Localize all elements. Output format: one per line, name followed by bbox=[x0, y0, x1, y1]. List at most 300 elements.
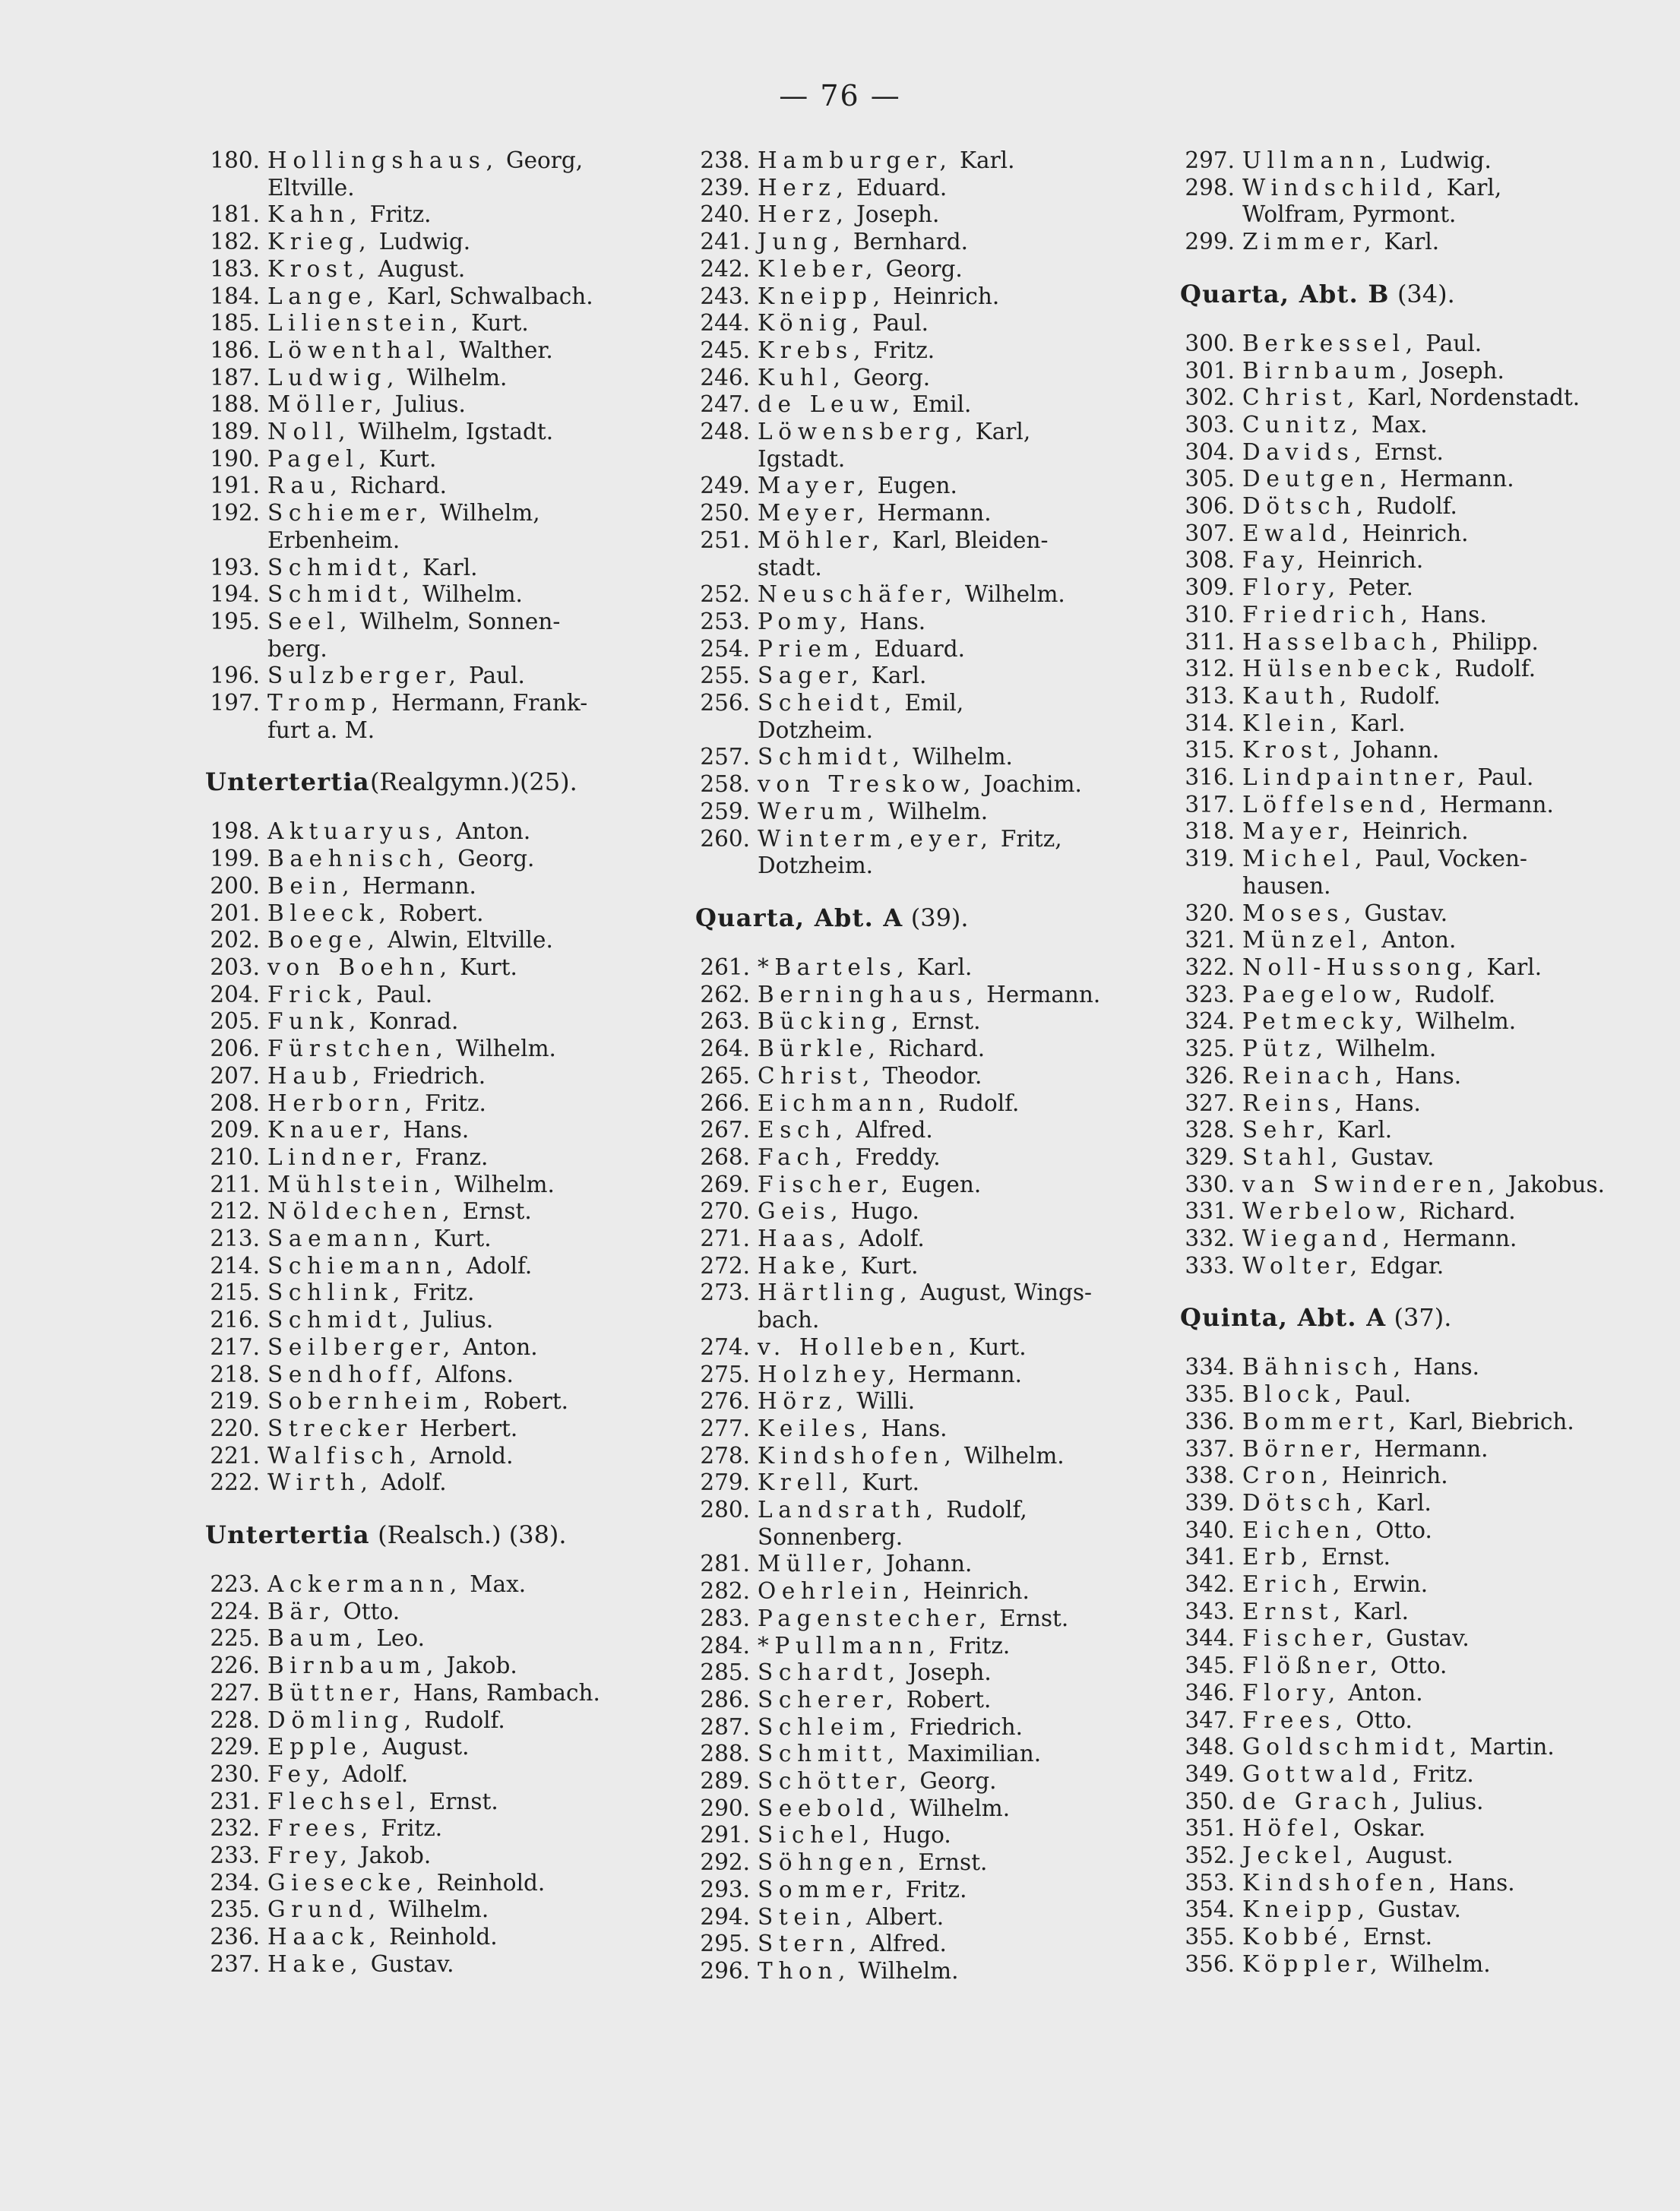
section-heading bbox=[695, 903, 1121, 933]
entry-number: 232. bbox=[210, 1815, 260, 1842]
entry-number: 347. bbox=[1185, 1706, 1235, 1733]
entry-line bbox=[205, 1090, 634, 1118]
entry-line bbox=[1180, 520, 1613, 548]
entry-name bbox=[758, 826, 1121, 853]
entry-name bbox=[1242, 1226, 1613, 1253]
list-entry bbox=[205, 1951, 634, 1979]
entry-line bbox=[1180, 602, 1613, 629]
entry-surname: Block, bbox=[1242, 1381, 1348, 1408]
entry-line bbox=[1180, 846, 1613, 873]
entry-name bbox=[267, 581, 634, 609]
entry-number: 298. bbox=[1185, 174, 1235, 201]
entry-surname: Goldschmidt, bbox=[1242, 1734, 1463, 1760]
entry-surname: Hasselbach, bbox=[1242, 628, 1445, 655]
entry-surname: Sichel, bbox=[758, 1822, 876, 1849]
entry-name bbox=[1242, 493, 1613, 520]
entry-number: 335. bbox=[1185, 1381, 1235, 1408]
entry-name bbox=[1242, 683, 1613, 710]
entry-line bbox=[695, 1415, 1121, 1443]
entry-name bbox=[758, 527, 1121, 555]
list-entry bbox=[1180, 1924, 1613, 1951]
entry-line bbox=[205, 581, 634, 609]
entry-name bbox=[267, 1924, 634, 1951]
entry-number: 207. bbox=[210, 1062, 260, 1089]
entry-details: Wilhelm. bbox=[902, 1795, 1011, 1821]
entry-details: Hans. bbox=[1441, 1869, 1515, 1896]
entry-details: Fritz, bbox=[993, 825, 1062, 852]
entry-number: 268. bbox=[700, 1143, 750, 1170]
entry-number: 336. bbox=[1185, 1408, 1235, 1434]
list-entry bbox=[1180, 1870, 1613, 1897]
entry-surname: Haas, bbox=[758, 1226, 852, 1252]
entry-details: Hans. bbox=[1413, 601, 1487, 628]
entry-surname: Landsrath, bbox=[758, 1497, 939, 1523]
entry-continuation: bach. bbox=[758, 1307, 820, 1333]
list-entry bbox=[205, 1625, 634, 1653]
entry-number: 273. bbox=[700, 1279, 750, 1306]
entry-number: 285. bbox=[700, 1659, 750, 1686]
list-entry bbox=[1180, 1842, 1613, 1870]
entry-line bbox=[205, 1036, 634, 1063]
entry-surname: v. Holleben, bbox=[758, 1333, 962, 1360]
entry-details: Kurt. bbox=[464, 310, 529, 337]
entry-name bbox=[758, 1822, 1121, 1849]
list-entry bbox=[1180, 1571, 1613, 1599]
list-entry bbox=[1180, 1063, 1613, 1090]
entry-line bbox=[205, 818, 634, 846]
entry-number: 244. bbox=[700, 310, 750, 337]
entry-surname: Sendhoff, bbox=[267, 1361, 429, 1387]
entry-line bbox=[205, 201, 634, 229]
entry-name bbox=[267, 1870, 634, 1897]
entry-line bbox=[205, 1226, 634, 1253]
entry-surname: Meyer, bbox=[758, 500, 871, 527]
entry-details: August. bbox=[371, 255, 466, 282]
entry-name bbox=[758, 609, 1121, 636]
entry-name bbox=[267, 365, 634, 392]
list-entry bbox=[695, 690, 1121, 744]
entry-number: 220. bbox=[210, 1415, 260, 1441]
entry-name bbox=[267, 1090, 634, 1118]
entry-name bbox=[1242, 1789, 1613, 1816]
entry-surname: Knauer, bbox=[267, 1117, 397, 1143]
entry-name bbox=[1242, 1409, 1613, 1436]
entry-line bbox=[1180, 1815, 1613, 1842]
entry-surname: Wiegand, bbox=[1242, 1226, 1396, 1252]
entry-details: Theodor. bbox=[875, 1062, 982, 1089]
entry-number: 354. bbox=[1185, 1896, 1235, 1923]
entry-line bbox=[695, 1497, 1121, 1524]
entry-number: 337. bbox=[1185, 1435, 1235, 1462]
entry-details: Rudolf. bbox=[416, 1706, 505, 1733]
entry-details: Georg. bbox=[450, 846, 535, 872]
entry-line bbox=[205, 1815, 634, 1842]
list-entry bbox=[1180, 1517, 1613, 1545]
list-entry bbox=[205, 1090, 634, 1118]
entry-surname: Mayer, bbox=[758, 473, 871, 499]
entry-name bbox=[1242, 1436, 1613, 1463]
entry-details: Joseph. bbox=[1414, 357, 1504, 384]
entry-surname: Sulzberger, bbox=[267, 663, 462, 689]
entry-details: Wilhelm. bbox=[381, 1896, 489, 1923]
entry-surname: Davids, bbox=[1242, 438, 1368, 465]
entry-line bbox=[1180, 1653, 1613, 1680]
list-entry bbox=[695, 1415, 1121, 1443]
list-entry bbox=[695, 1551, 1121, 1578]
list-entry bbox=[695, 473, 1121, 500]
list-entry bbox=[205, 500, 634, 554]
entry-surname: Krell, bbox=[758, 1469, 855, 1496]
entry-name bbox=[1242, 1896, 1613, 1924]
entry-surname: Hülsenbeck, bbox=[1242, 656, 1448, 682]
entry-details: Reinhold. bbox=[429, 1869, 546, 1896]
entry-surname: Seel, bbox=[267, 608, 353, 634]
entry-name bbox=[1242, 466, 1613, 493]
entry-name bbox=[758, 1415, 1121, 1443]
entry-details: Karl, Bleiden- bbox=[884, 527, 1049, 553]
list-entry bbox=[1180, 1036, 1613, 1063]
entry-line bbox=[695, 954, 1121, 982]
entry-details: Karl, Nordenstadt. bbox=[1360, 384, 1580, 411]
entry-details: Hermann. bbox=[355, 872, 476, 899]
entry-name bbox=[267, 1415, 634, 1443]
entry-name bbox=[267, 1469, 634, 1497]
entry-line bbox=[205, 229, 634, 256]
entry-details: Fritz. bbox=[406, 1279, 475, 1306]
entry-name bbox=[758, 1551, 1121, 1578]
list-entry bbox=[695, 1172, 1121, 1199]
entry-surname: Stahl, bbox=[1242, 1143, 1344, 1170]
entry-name bbox=[267, 1063, 634, 1090]
entry-name bbox=[267, 391, 634, 419]
list-entry bbox=[205, 1842, 634, 1870]
list-entry bbox=[1180, 1680, 1613, 1707]
list-entry bbox=[695, 1877, 1121, 1904]
entry-surname: Sommer, bbox=[758, 1876, 899, 1903]
entry-name bbox=[1242, 737, 1613, 764]
list-entry bbox=[205, 900, 634, 928]
entry-line bbox=[205, 1172, 634, 1199]
list-entry bbox=[695, 1469, 1121, 1497]
entry-details: Ludwig. bbox=[1393, 147, 1492, 173]
entry-surname: Noll, bbox=[267, 419, 352, 445]
list-entry bbox=[695, 1849, 1121, 1877]
entry-surname: Gottwald, bbox=[1242, 1760, 1406, 1787]
entry-number: 346. bbox=[1185, 1679, 1235, 1706]
entry-line bbox=[695, 1633, 1121, 1660]
entry-surname: Keiles, bbox=[758, 1415, 875, 1441]
entry-name bbox=[267, 1896, 634, 1924]
entry-surname: Sobernheim, bbox=[267, 1388, 477, 1415]
entry-surname: Münzel, bbox=[1242, 927, 1375, 954]
list-entry bbox=[205, 873, 634, 900]
entry-number: 324. bbox=[1185, 1008, 1235, 1035]
list-entry bbox=[1180, 1090, 1613, 1118]
entry-details: Alfons. bbox=[428, 1361, 514, 1387]
entry-surname: Köppler, bbox=[1242, 1950, 1384, 1977]
list-entry bbox=[695, 365, 1121, 392]
entry-name bbox=[758, 1443, 1121, 1470]
entry-name bbox=[758, 283, 1121, 311]
list-entry bbox=[695, 826, 1121, 880]
entry-line bbox=[695, 1795, 1121, 1823]
entry-name bbox=[1242, 1253, 1613, 1280]
entry-details: Gustav. bbox=[1343, 1143, 1435, 1170]
entry-details: Hans. bbox=[852, 608, 926, 634]
entry-line bbox=[1180, 927, 1613, 954]
entry-number: 340. bbox=[1185, 1517, 1235, 1543]
entry-details: Karl. bbox=[1330, 1117, 1393, 1143]
entry-surname: Bücking, bbox=[758, 1008, 905, 1035]
entry-details: Kurt. bbox=[372, 445, 437, 472]
entry-details: Wilhelm. bbox=[957, 1442, 1065, 1469]
entry-surname: Sager, bbox=[758, 663, 865, 689]
entry-surname: Stein, bbox=[758, 1903, 859, 1930]
list-entry bbox=[1180, 574, 1613, 602]
entry-surname: Epple, bbox=[267, 1734, 375, 1760]
entry-details: Joachim. bbox=[976, 771, 1082, 798]
entry-line bbox=[1180, 1951, 1613, 1979]
entry-details: Bernhard. bbox=[846, 229, 969, 255]
list-entry bbox=[695, 256, 1121, 283]
entry-number: 283. bbox=[700, 1605, 750, 1631]
entry-name bbox=[1242, 1680, 1613, 1707]
entry-surname: Fischer, bbox=[758, 1171, 894, 1197]
entry-number: 260. bbox=[700, 825, 750, 852]
entry-surname: Kindshofen, bbox=[758, 1442, 957, 1469]
entry-number: 201. bbox=[210, 900, 260, 926]
entry-name bbox=[1242, 175, 1613, 202]
entry-surname: von Treskow, bbox=[758, 771, 976, 798]
list-entry bbox=[695, 1362, 1121, 1389]
entry-name bbox=[758, 1795, 1121, 1823]
entry-number: 212. bbox=[210, 1198, 260, 1225]
entry-number: 284. bbox=[700, 1632, 750, 1659]
entry-surname: Krost, bbox=[267, 255, 372, 282]
entry-surname: Werum, bbox=[758, 798, 881, 824]
list-entry bbox=[1180, 1008, 1613, 1036]
entry-line bbox=[205, 310, 634, 337]
entry-name bbox=[758, 690, 1121, 717]
entry-details: Wilhelm, Igstadt. bbox=[351, 419, 554, 445]
entry-details: Heinrich. bbox=[1309, 547, 1424, 574]
list-entry bbox=[205, 1036, 634, 1063]
entry-name bbox=[758, 1659, 1121, 1687]
entry-number: 296. bbox=[700, 1958, 750, 1984]
entry-number: 208. bbox=[210, 1090, 260, 1116]
entry-number: 236. bbox=[210, 1924, 260, 1950]
list-entry bbox=[695, 1443, 1121, 1470]
entry-number: 333. bbox=[1185, 1252, 1235, 1279]
entry-details: Rudolf. bbox=[1369, 493, 1457, 520]
list-entry bbox=[205, 1279, 634, 1307]
entry-name bbox=[1242, 358, 1613, 385]
list-entry bbox=[205, 818, 634, 846]
page-number: — 76 — bbox=[779, 79, 901, 112]
entry-name bbox=[1242, 1381, 1613, 1409]
entry-line bbox=[205, 663, 634, 690]
entry-details: Richard. bbox=[881, 1036, 986, 1062]
entry-details: Karl. bbox=[415, 554, 478, 580]
entry-name bbox=[1242, 602, 1613, 629]
entry-name bbox=[758, 663, 1121, 690]
entry-number: 192. bbox=[210, 500, 260, 527]
entry-surname: Pomy, bbox=[758, 608, 853, 634]
list-entry bbox=[1180, 1144, 1613, 1172]
entry-name bbox=[267, 1117, 634, 1144]
entry-line bbox=[1180, 1226, 1613, 1253]
entry-name bbox=[267, 283, 634, 311]
entry-line bbox=[695, 690, 1121, 717]
list-entry bbox=[695, 1279, 1121, 1333]
entry-number: 308. bbox=[1185, 547, 1235, 574]
entry-name bbox=[1242, 1734, 1613, 1761]
entry-surname: Frick, bbox=[267, 981, 369, 1007]
entry-line bbox=[205, 500, 634, 527]
entry-number: 191. bbox=[210, 473, 260, 499]
list-entry bbox=[695, 527, 1121, 581]
entry-number: 189. bbox=[210, 419, 260, 445]
entry-number: 241. bbox=[700, 229, 750, 255]
entry-surname: Bähnisch, bbox=[1242, 1354, 1406, 1381]
list-entry bbox=[695, 1633, 1121, 1660]
entry-line bbox=[205, 147, 634, 175]
entry-number: 277. bbox=[700, 1415, 750, 1441]
entry-name bbox=[267, 1388, 634, 1415]
list-entry bbox=[205, 1789, 634, 1816]
entry-line bbox=[1180, 331, 1613, 358]
entry-line bbox=[695, 1443, 1121, 1470]
list-entry bbox=[1180, 927, 1613, 954]
entry-line bbox=[695, 1253, 1121, 1280]
entry-name bbox=[267, 873, 634, 900]
list-entry bbox=[1180, 1490, 1613, 1517]
entry-name bbox=[758, 1063, 1121, 1090]
entry-number: 318. bbox=[1185, 818, 1235, 845]
entry-name bbox=[758, 771, 1121, 799]
entry-number: 349. bbox=[1185, 1760, 1235, 1787]
entry-details: Wilhelm. bbox=[415, 581, 523, 608]
entry-number: 200. bbox=[210, 872, 260, 899]
entry-number: 239. bbox=[700, 174, 750, 201]
entry-line bbox=[205, 1707, 634, 1735]
entry-details: Ernst. bbox=[1367, 438, 1444, 465]
entry-name bbox=[267, 1008, 634, 1036]
list-entry bbox=[695, 1253, 1121, 1280]
entry-number: 257. bbox=[700, 744, 750, 770]
list-entry bbox=[1180, 1436, 1613, 1463]
entry-line bbox=[695, 1687, 1121, 1714]
entry-name bbox=[1242, 764, 1613, 792]
entry-surname: Pagel, bbox=[267, 445, 372, 472]
entry-name bbox=[1242, 1707, 1613, 1735]
entry-line bbox=[1180, 412, 1613, 439]
entry-number: 339. bbox=[1185, 1489, 1235, 1516]
list-entry bbox=[695, 1578, 1121, 1605]
entry-number: 185. bbox=[210, 310, 260, 337]
list-entry bbox=[1180, 764, 1613, 792]
list-entry bbox=[205, 1388, 634, 1415]
list-entry bbox=[695, 799, 1121, 826]
entry-details: Karl. bbox=[1346, 1598, 1409, 1624]
entry-number: 316. bbox=[1185, 764, 1235, 791]
entry-number: 350. bbox=[1185, 1788, 1235, 1814]
entry-name bbox=[1242, 900, 1613, 928]
entry-line bbox=[695, 1063, 1121, 1090]
entry-line bbox=[695, 229, 1121, 256]
entry-continuation: hausen. bbox=[1242, 872, 1331, 899]
entry-number: 240. bbox=[700, 201, 750, 228]
entry-number: 343. bbox=[1185, 1598, 1235, 1624]
list-entry bbox=[205, 310, 634, 337]
entry-line bbox=[695, 500, 1121, 527]
entry-line bbox=[1180, 656, 1613, 683]
list-entry bbox=[205, 419, 634, 446]
entry-details: Otto. bbox=[1349, 1706, 1413, 1733]
list-entry bbox=[695, 1036, 1121, 1063]
section-heading bbox=[205, 1520, 634, 1550]
entry-surname: Krost, bbox=[1242, 737, 1346, 764]
entry-number: 243. bbox=[700, 283, 750, 309]
list-entry bbox=[1180, 1896, 1613, 1924]
entry-number: 234. bbox=[210, 1869, 260, 1896]
entry-details: Franz. bbox=[407, 1143, 489, 1170]
list-entry bbox=[1180, 710, 1613, 738]
entry-line bbox=[695, 1741, 1121, 1768]
entry-surname: Müller, bbox=[758, 1551, 879, 1577]
list-entry bbox=[695, 1605, 1121, 1633]
entry-surname: Schleim, bbox=[758, 1713, 903, 1740]
column-2 bbox=[695, 147, 1121, 1985]
list-entry bbox=[1180, 846, 1613, 900]
entry-name bbox=[1242, 1463, 1613, 1490]
entry-number: 313. bbox=[1185, 682, 1235, 709]
entry-line bbox=[1180, 384, 1613, 412]
entry-name bbox=[758, 744, 1121, 771]
entry-details: Ernst. bbox=[422, 1788, 498, 1814]
entry-number: 267. bbox=[700, 1117, 750, 1143]
list-entry bbox=[1180, 1117, 1613, 1144]
entry-line bbox=[1180, 1707, 1613, 1735]
list-entry bbox=[1180, 229, 1613, 256]
entry-line bbox=[695, 799, 1121, 826]
entry-name bbox=[267, 1036, 634, 1063]
entry-details: Friedrich. bbox=[365, 1062, 486, 1089]
entry-continuation: Wolfram, Pyrmont. bbox=[1242, 201, 1457, 228]
entry-surname: Ullmann, bbox=[1242, 147, 1394, 173]
entry-details: Willi. bbox=[849, 1388, 916, 1415]
list-entry bbox=[695, 982, 1121, 1009]
entry-line bbox=[695, 1578, 1121, 1605]
list-entry bbox=[1180, 982, 1613, 1009]
entry-line bbox=[695, 1822, 1121, 1849]
entry-number: 233. bbox=[210, 1842, 260, 1869]
entry-surname: de Leuw, bbox=[758, 391, 906, 418]
entry-details: Wilhelm. bbox=[957, 581, 1065, 608]
section-title: Quinta, Abt. A bbox=[1180, 1303, 1387, 1333]
section-heading bbox=[205, 767, 634, 797]
entry-surname: Scheidt, bbox=[758, 690, 898, 716]
list-entry bbox=[205, 1870, 634, 1897]
entry-surname: Lindpaintner, bbox=[1242, 764, 1471, 791]
entry-number: 286. bbox=[700, 1686, 750, 1713]
entry-number: 302. bbox=[1185, 384, 1235, 411]
entry-number: 348. bbox=[1185, 1734, 1235, 1760]
entry-details: Rudolf. bbox=[931, 1090, 1020, 1116]
entry-number: 289. bbox=[700, 1768, 750, 1795]
entry-surname: von Boehn, bbox=[267, 954, 453, 980]
entry-details: Richard. bbox=[343, 473, 448, 499]
